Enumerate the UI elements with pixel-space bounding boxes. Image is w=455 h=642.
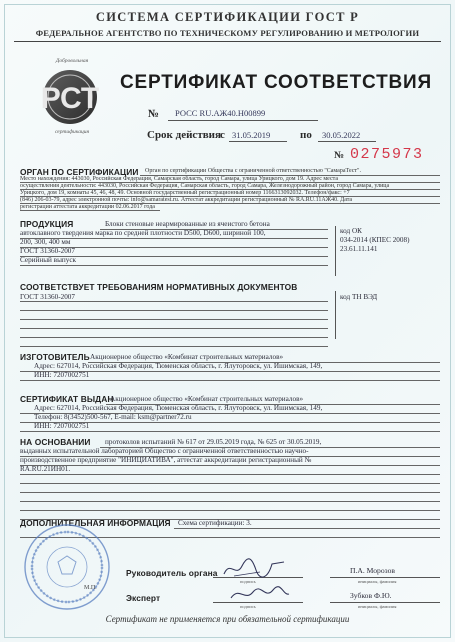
additional-rule-1 [174, 528, 440, 529]
logo-letters: РСТ [40, 82, 100, 115]
issued-to-heading: СЕРТИФИКАТ ВЫДАН [20, 394, 114, 404]
basis-rule-5 [20, 483, 440, 484]
issued-to-line-1: Акционерное общество «Комбинат строительных материалов» [110, 395, 304, 403]
product-rule-5 [20, 265, 328, 266]
head-name-line [330, 577, 440, 578]
manufacturer-line-1: Акционерное общество «Комбинат строительных материалов» [90, 353, 284, 361]
certification-body-heading: ОРГАН ПО СЕРТИФИКАЦИИ [20, 167, 139, 177]
compliance-rule-3 [20, 319, 328, 320]
certificate-title: СЕРТИФИКАТ СООТВЕТСТВИЯ [120, 72, 432, 93]
cert-body-rule-3 [20, 189, 440, 190]
compliance-rule-1 [20, 301, 328, 302]
cert-body-line-6: регистрации аттестата аккредитации 02.06.2017 года [20, 204, 155, 210]
agency-title: ФЕДЕРАЛЬНОЕ АГЕНТСТВО ПО ТЕХНИЧЕСКОМУ РЕГУЛИРОВАНИЮ И МЕТРОЛОГИИ [35, 28, 420, 38]
manufacturer-line-2: Адрес: 627014, Российская Федерация, Тюменская область, г. Ялуторовск, ул. Ишимская, 149, [34, 362, 323, 370]
ok-code-label: код ОК [340, 227, 362, 235]
cert-body-line-5: (846) 206-03-79, адрес электронной почты: info@samaratest.ru. Аттестат аккредитации регистрационный № RA.RU.11АЖ40. Дата [20, 197, 353, 203]
head-of-body-label: Руководитель органа [126, 568, 218, 578]
expert-label: Эксперт [126, 593, 161, 603]
product-rule-4 [20, 256, 328, 257]
head-signature-caption: подпись [240, 579, 256, 584]
compliance-rule-2 [20, 310, 328, 311]
issued-to-rule-2 [20, 413, 440, 414]
organization-stamp-icon [22, 522, 112, 612]
header-divider [14, 41, 441, 42]
head-name: П.А. Морозов [350, 566, 395, 575]
issued-to-rule-3 [20, 422, 440, 423]
issued-to-rule-4 [20, 431, 440, 432]
compliance-doc: ГОСТ 31360-2007 [20, 293, 75, 301]
product-heading: ПРОДУКЦИЯ [20, 219, 74, 229]
ok-code-line-2: 23.61.11.141 [340, 245, 378, 253]
expert-signature-caption: подпись [240, 604, 256, 609]
rst-voluntary-certification-logo [38, 58, 102, 138]
expert-signature-icon [225, 584, 295, 604]
to-underline [318, 141, 376, 142]
issued-to-line-2: Адрес: 627014, Российская Федерация, Тюменская область, г. Ялуторовск, ул. Ишимская, 149, [34, 404, 323, 412]
basis-line-3: производственное предприятие "ИНИЦИАТИВА", аттестат аккредитации регистрационный № [20, 456, 312, 464]
cert-body-line-3: осуществления деятельности: 443030, Российская Федерация, Самарская область, город Самара, Железнодорожный район, город Самара, улица [20, 183, 390, 189]
logo-caption-bottom: сертификация [54, 129, 90, 135]
basis-rule-6 [20, 492, 440, 493]
issued-to-line-4: ИНН: 7207002751 [34, 422, 90, 430]
expert-name-caption: инициалы, фамилия [358, 604, 397, 609]
basis-line-2: выданных испытательной лабораторией Общество с ограниченной ответственностью научно- [20, 447, 309, 455]
manufacturer-rule-2 [20, 371, 440, 372]
issued-to-line-3: Телефон: 8(3452)500-567, E-mail: ksm@partner72.ru [34, 413, 192, 421]
stamp-mark-label: М.П. [84, 585, 97, 591]
cert-body-line-2: Место нахождения: 443030, Российская Федерация, Самарская область, город Самара, улица Урицкого, дом 19. Адрес места [20, 176, 338, 182]
number-underline [168, 120, 318, 121]
additional-info-text: Схема сертификации: 3. [178, 519, 252, 527]
manufacturer-line-3: ИНН: 7207002751 [34, 371, 90, 379]
compliance-rule-6 [20, 346, 328, 347]
basis-line-1: протоколов испытаний № 617 от 29.05.2019 года, № 625 от 30.05.2019, [105, 438, 322, 446]
basis-rule-4 [20, 474, 440, 475]
certificate-number: РОСС RU.АЖ40.Н00899 [175, 108, 266, 118]
validity-from-label: с [220, 129, 225, 141]
validity-to-label: по [300, 129, 312, 141]
tnved-divider [335, 291, 336, 339]
product-line-3: 200, 300, 400 мм [20, 238, 71, 246]
cert-body-rule-5 [20, 203, 440, 204]
basis-line-4: RA.RU.21ИН01. [20, 465, 71, 473]
number-label: № [148, 108, 160, 120]
compliance-heading: СООТВЕТСТВУЕТ ТРЕБОВАНИЯМ НОРМАТИВНЫХ ДОКУМЕНТОВ [20, 282, 298, 292]
manufacturer-rule-1 [88, 362, 440, 363]
cert-body-line-4: Урицкого, дом 19, комнаты 45, 46, 48, 49. Основной государственный регистрационный номер 1166313092032. Телефон/факс: +7 [20, 190, 350, 196]
serial-number: 0275973 [350, 146, 424, 163]
footer-notice: Сертификат не применяется при обязательной сертификации [105, 614, 350, 624]
product-rule-1 [100, 229, 328, 230]
serial-label: № [334, 150, 345, 161]
basis-heading: НА ОСНОВАНИИ [20, 437, 91, 447]
basis-rule-8 [20, 510, 440, 511]
cert-body-rule-6 [20, 210, 160, 211]
rst-mark-icon [38, 66, 102, 128]
cert-body-rule-4 [20, 196, 440, 197]
compliance-rule-5 [20, 337, 328, 338]
expert-name-line [330, 602, 440, 603]
ok-code-divider [335, 226, 336, 276]
system-title: СИСТЕМА СЕРТИФИКАЦИИ ГОСТ Р [95, 10, 360, 24]
product-line-5: Серийный выпуск [20, 256, 77, 264]
cert-body-line-1: Орган по сертификации Общества с ограниченной ответственностью "СамараТест". [145, 168, 361, 174]
cert-body-rule-2 [20, 182, 440, 183]
product-line-2: автоклавного твердения марка по средней плотности D500, D600, шириной 100, [20, 229, 266, 237]
ok-code-line-1: 034-2014 (КПЕС 2008) [340, 236, 410, 244]
manufacturer-rule-3 [20, 380, 440, 381]
validity-from-date: 31.05.2019 [232, 130, 271, 140]
validity-to-date: 30.05.2022 [322, 130, 361, 140]
tnved-label: код ТН ВЭД [340, 293, 378, 301]
basis-rule-1 [100, 447, 440, 448]
from-underline [229, 141, 287, 142]
issued-to-rule-1 [106, 404, 440, 405]
head-name-caption: инициалы, фамилия [358, 579, 397, 584]
product-line-4: ГОСТ 31360-2007 [20, 247, 75, 255]
basis-rule-3 [20, 465, 440, 466]
product-rule-3 [20, 247, 328, 248]
validity-label: Срок действия [147, 129, 221, 141]
head-signature-icon [220, 556, 290, 580]
basis-rule-2 [20, 456, 440, 457]
additional-info-heading: ДОПОЛНИТЕЛЬНАЯ ИНФОРМАЦИЯ [20, 518, 171, 528]
expert-name: Зубков Ф.Ю. [350, 591, 392, 600]
product-line-1: Блоки стеновые неармированные из ячеистого бетона [105, 220, 270, 228]
compliance-rule-4 [20, 328, 328, 329]
logo-caption-top: Добровольная [55, 58, 89, 64]
product-rule-2 [20, 238, 328, 239]
basis-rule-7 [20, 501, 440, 502]
cert-body-rule-1 [140, 175, 440, 176]
manufacturer-heading: ИЗГОТОВИТЕЛЬ [20, 352, 90, 362]
